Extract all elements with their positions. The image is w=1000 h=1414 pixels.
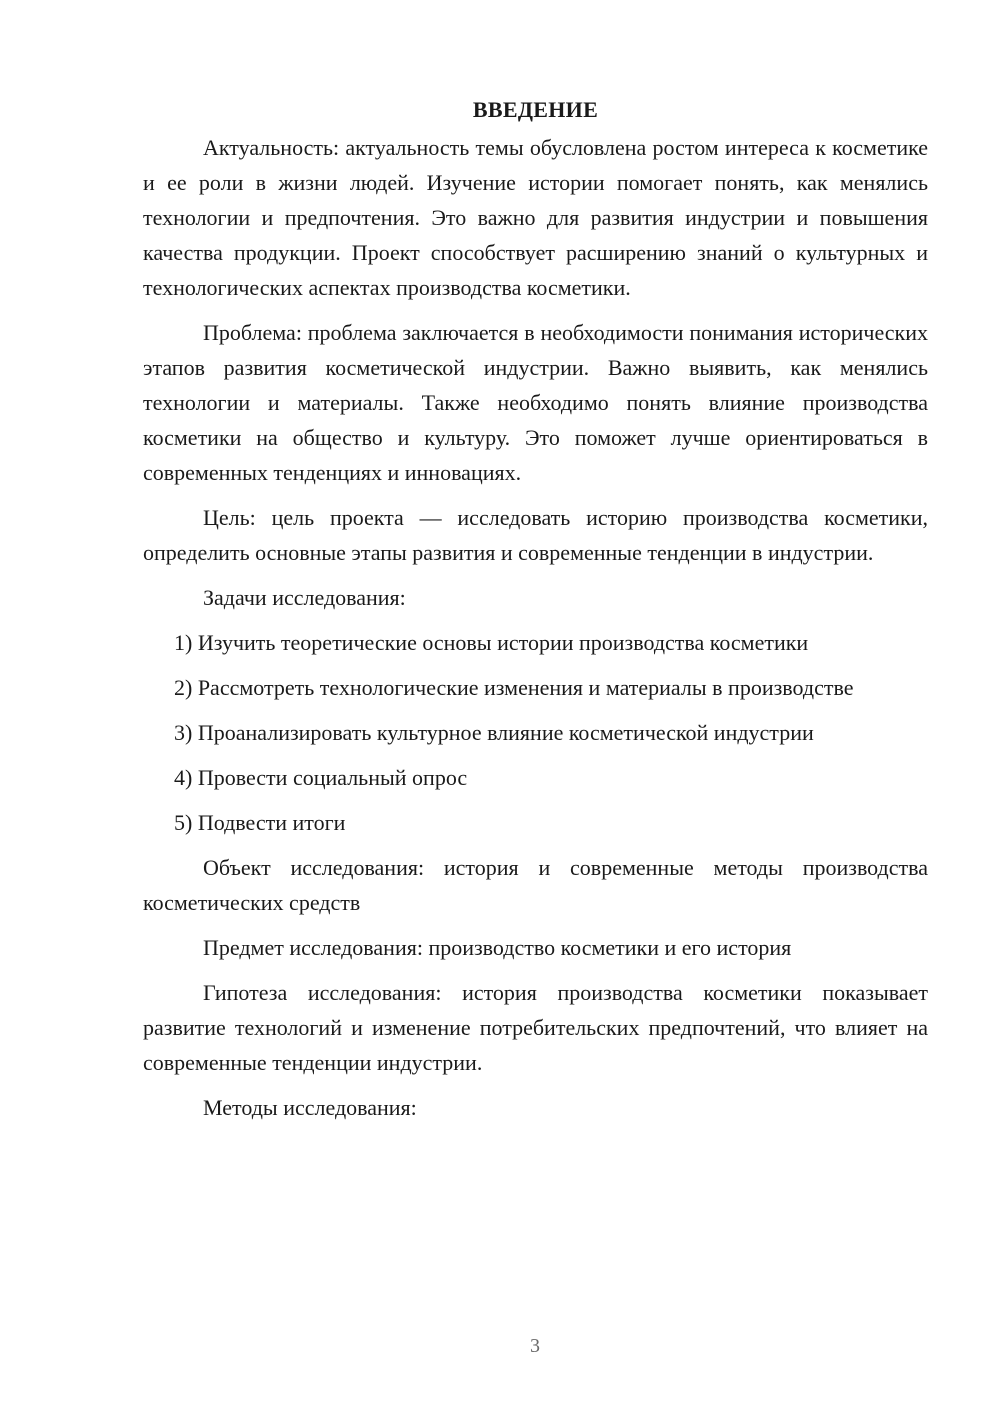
task-item-4: 4) Провести социальный опрос	[174, 765, 468, 790]
task-item-2: 2) Рассмотреть технологические изменения и материалы в производстве	[174, 675, 854, 700]
problem-paragraph: Проблема: проблема заключается в необходимости понимания исторических этапов развития косметической индустрии. Важно выявить, как менялись технологии и материалы. Также необходимо понять влияние производства косметики на общество и культуру. Это поможет лучше ориентироваться в современных тенденциях и инновациях.	[143, 320, 928, 485]
methods-paragraph: Методы исследования:	[203, 1095, 417, 1120]
hypothesis-paragraph: Гипотеза исследования: история производства косметики показывает развитие технологий и изменение потребительских предпочтений, что влияет на современные тенденции индустрии.	[143, 980, 928, 1075]
page-content	[143, 92, 928, 1135]
task-item-5: 5) Подвести итоги	[174, 810, 346, 835]
section-heading: ВВЕДЕНИЕ	[472, 97, 599, 122]
relevance-paragraph: Актуальность: актуальность темы обусловлена ростом интереса к косметике и ее роли в жизни людей. Изучение истории помогает понять, как менялись технологии и предпочтения. Это важно для развития индустрии и повышения качества продукции. Проект способствует расширению знаний о культурных и технологических аспектах производства косметики.	[143, 135, 928, 300]
task-item-3: 3) Проанализировать культурное влияние косметической индустрии	[174, 720, 814, 745]
task-item-1: 1) Изучить теоретические основы истории производства косметики	[174, 630, 809, 655]
subject-paragraph: Предмет исследования: производство косметики и его история	[203, 935, 792, 960]
tasks-heading-paragraph: Задачи исследования:	[203, 585, 406, 610]
goal-paragraph: Цель: цель проекта — исследовать историю производства косметики, определить основные этапы развития и современные тенденции в индустрии.	[143, 505, 928, 565]
page-number: 3	[530, 1335, 540, 1357]
object-paragraph: Объект исследования: история и современные методы производства косметических средств	[143, 855, 928, 915]
